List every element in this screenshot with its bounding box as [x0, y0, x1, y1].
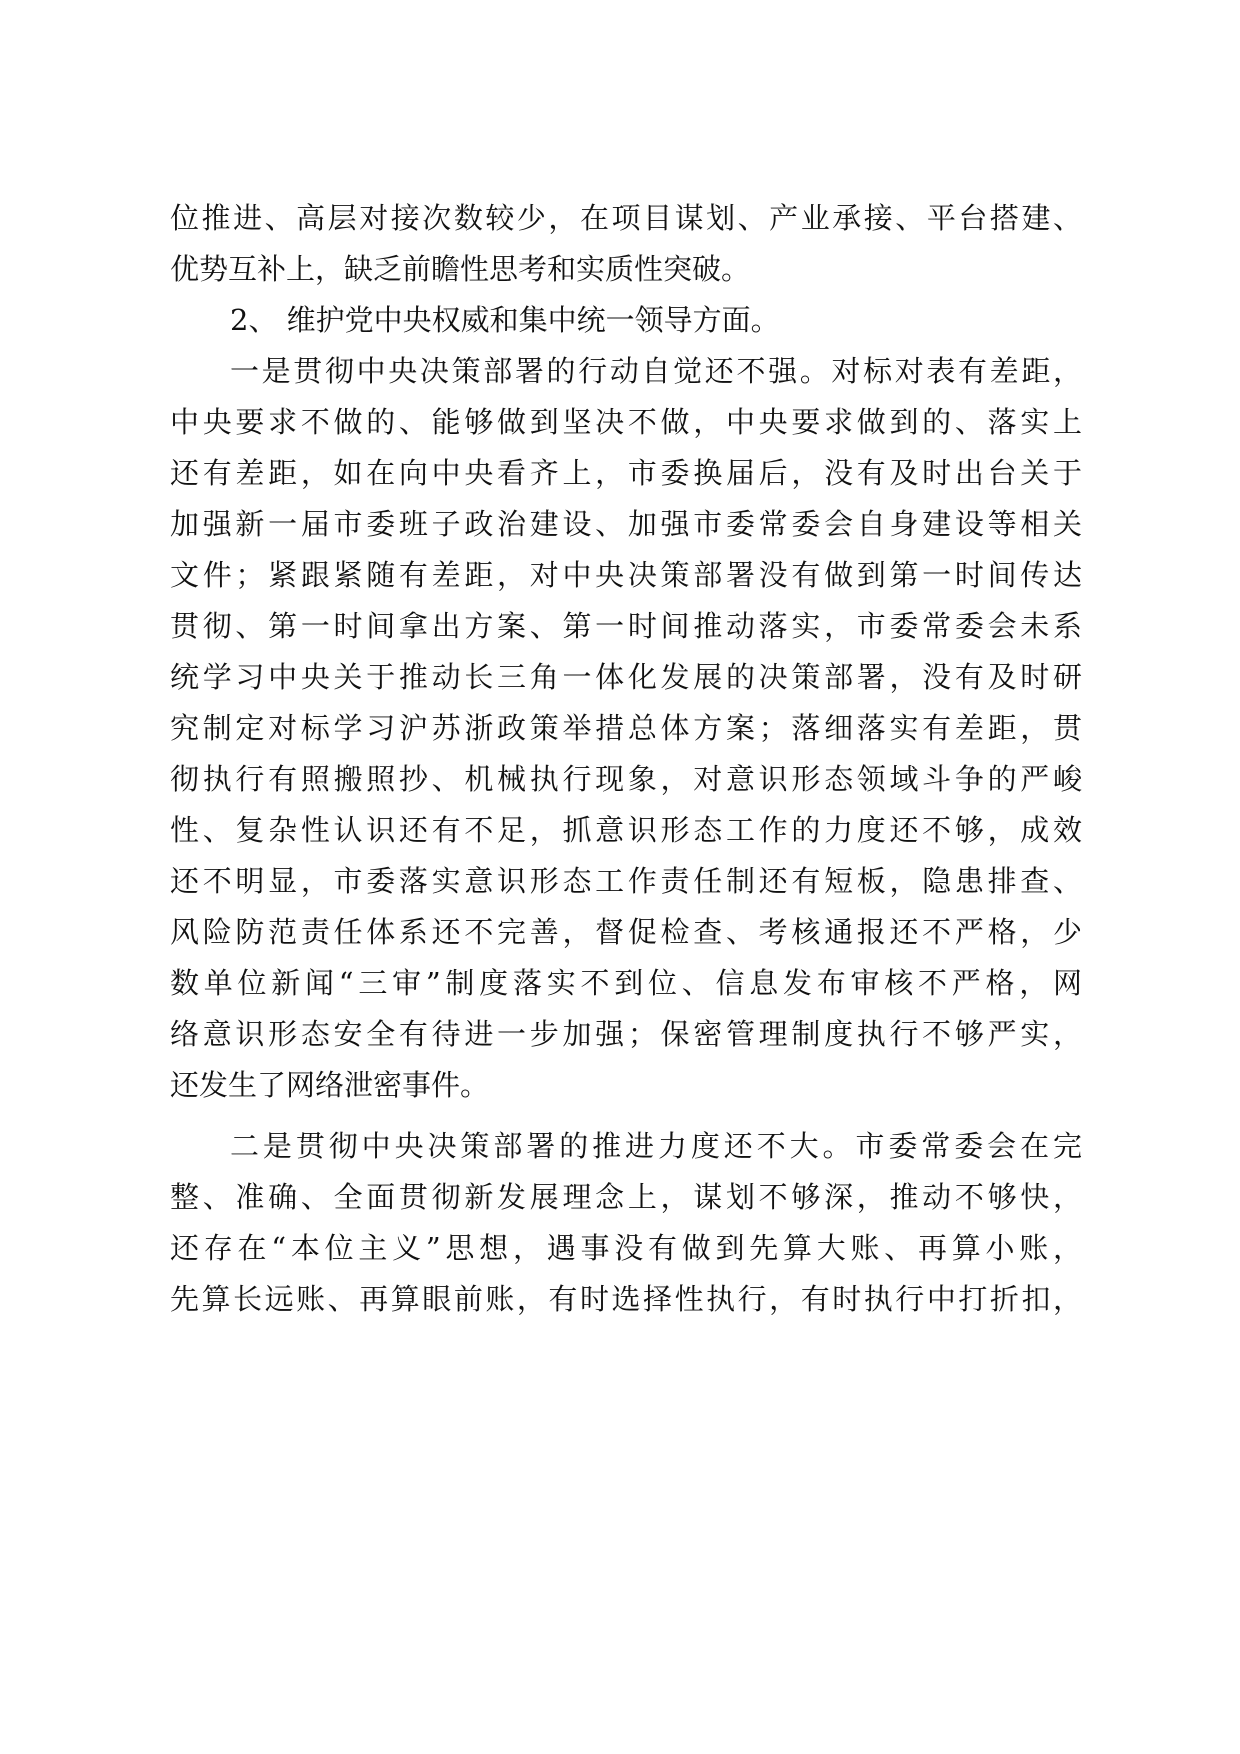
text-line: 还不明显，市委落实意识形态工作责任制还有短板，隐患排查、	[170, 864, 1082, 898]
text-line: 还发生了网络泄密事件。	[170, 1068, 490, 1102]
text-line: 络意识形态安全有待进一步加强；保密管理制度执行不够严实，	[170, 1017, 1082, 1051]
text-line: 二是贯彻中央决策部署的推进力度还不大。市委常委会在完	[230, 1129, 1082, 1163]
text-line: 统学习中央关于推动长三角一体化发展的决策部署，没有及时研	[170, 660, 1082, 694]
text-line: 一是贯彻中央决策部署的行动自觉还不强。对标对表有差距，	[230, 354, 1082, 388]
text-line: 还存在“本位主义”思想，遇事没有做到先算大账、再算小账，	[170, 1231, 1082, 1265]
text-line: 文件；紧跟紧随有差距，对中央决策部署没有做到第一时间传达	[170, 558, 1082, 592]
text-line: 加强新一届市委班子政治建设、加强市委常委会自身建设等相关	[170, 507, 1082, 541]
text-line: 优势互补上，缺乏前瞻性思考和实质性突破。	[170, 252, 751, 286]
text-line: 风险防范责任体系还不完善，督促检查、考核通报还不严格，少	[170, 915, 1082, 949]
text-line: 性、复杂性认识还有不足，抓意识形态工作的力度还不够，成效	[170, 813, 1082, 847]
text-line: 中央要求不做的、能够做到坚决不做，中央要求做到的、落实上	[170, 405, 1082, 439]
text-line: 整、准确、全面贯彻新发展理念上，谋划不够深，推动不够快，	[170, 1180, 1082, 1214]
text-line: 究制定对标学习沪苏浙政策举措总体方案；落细落实有差距，贯	[170, 711, 1082, 745]
text-line: 贯彻、第一时间拿出方案、第一时间推动落实，市委常委会未系	[170, 609, 1082, 643]
section-heading	[170, 302, 1082, 339]
text-line: 还有差距，如在向中央看齐上，市委换届后，没有及时出台关于	[170, 456, 1082, 490]
document-page	[170, 200, 1082, 1332]
paragraph-action-awareness	[170, 353, 1082, 1104]
paragraph-continuation	[170, 200, 1082, 288]
text-line: 先算长远账、再算眼前账，有时选择性执行，有时执行中打折扣，	[170, 1282, 1082, 1316]
paragraph-implementation-strength	[170, 1128, 1082, 1318]
text-line: 位推进、高层对接次数较少，在项目谋划、产业承接、平台搭建、	[170, 201, 1082, 235]
text-line: 数单位新闻“三审”制度落实不到位、信息发布审核不严格，网	[170, 966, 1082, 1000]
text-line: 彻执行有照搬照抄、机械执行现象，对意识形态领域斗争的严峻	[170, 762, 1082, 796]
section-heading-text: 2、 维护党中央权威和集中统一领导方面。	[230, 303, 780, 337]
